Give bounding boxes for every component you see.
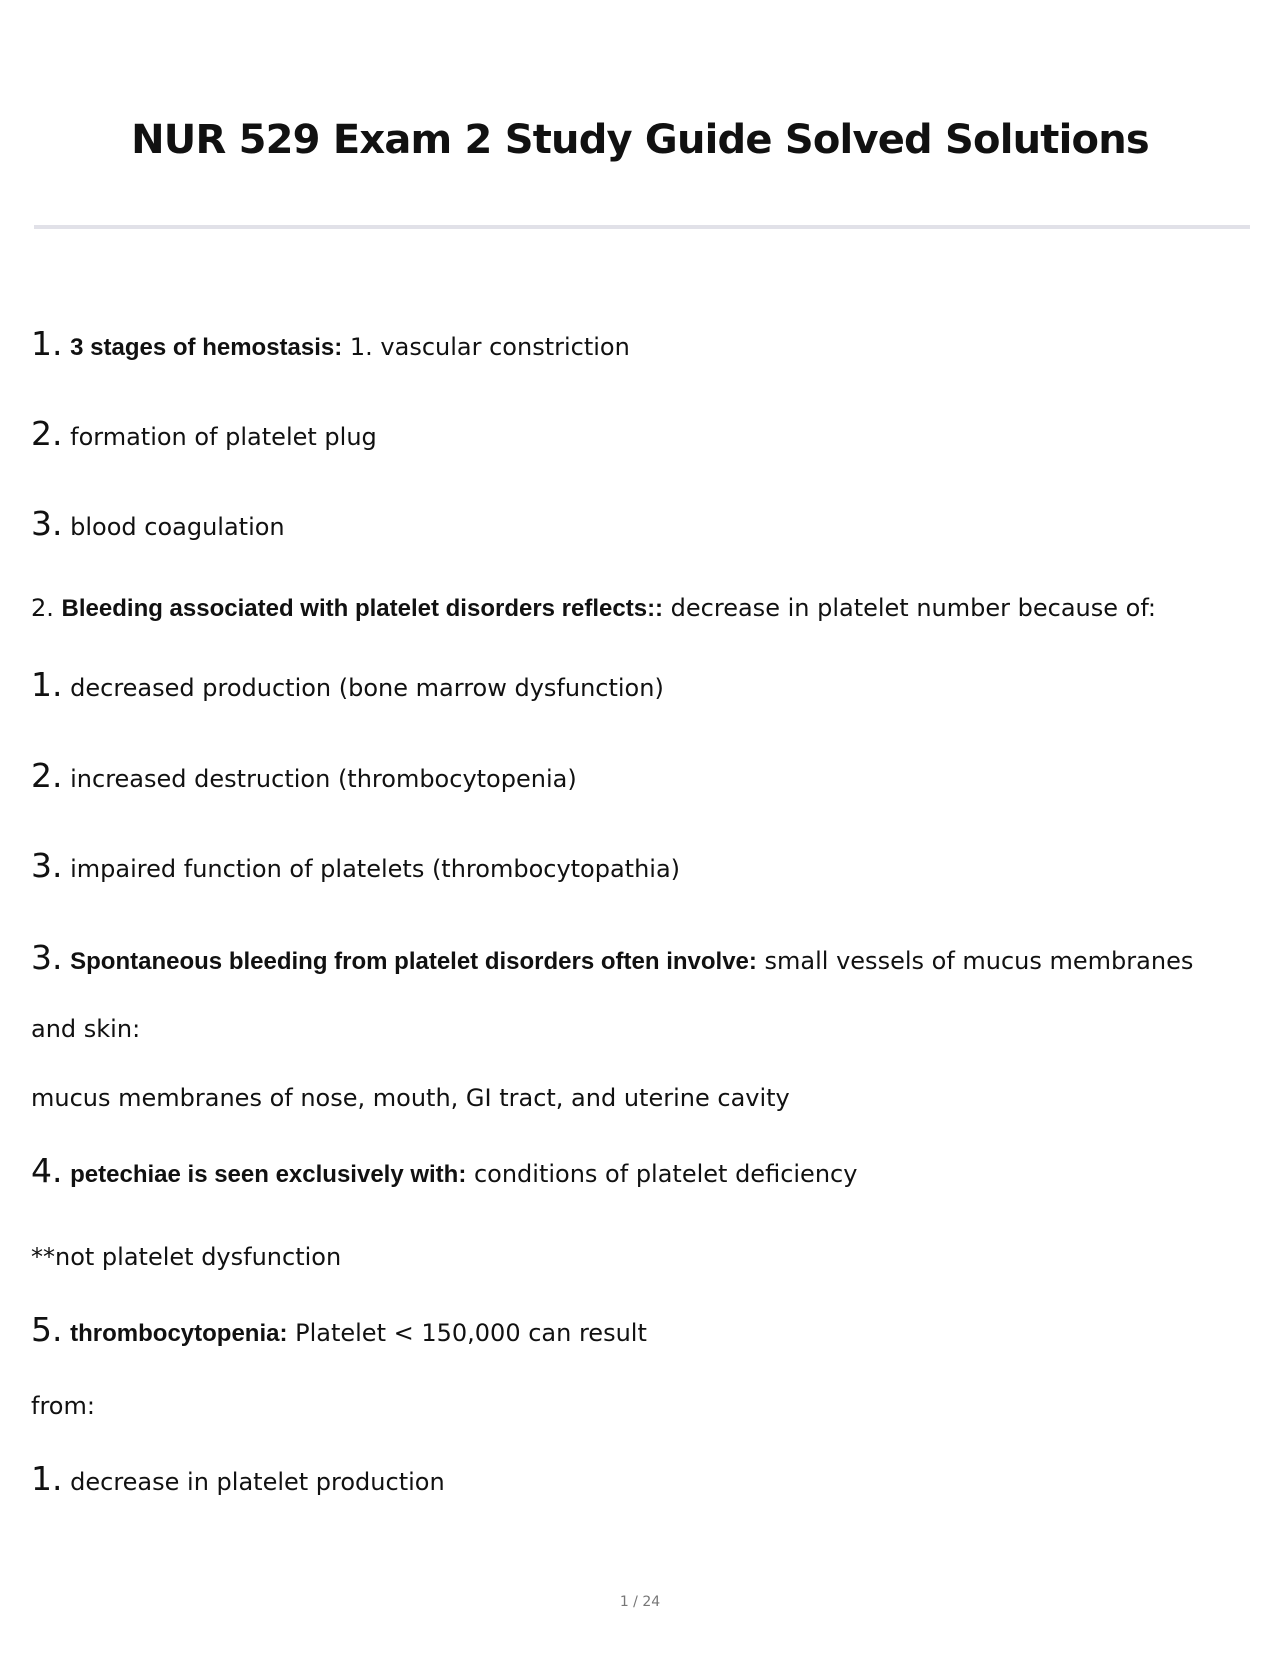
line-12 — [31, 1243, 341, 1272]
line-7 — [31, 846, 680, 886]
item-number: 3. — [31, 846, 63, 885]
line-4 — [31, 594, 1156, 624]
line-5 — [31, 665, 664, 705]
line-13 — [31, 1310, 647, 1350]
item-number: 2. — [31, 594, 54, 622]
line-1 — [31, 324, 630, 364]
question-text: 3 stages of hemostasis: — [70, 334, 343, 361]
item-number: 3. — [31, 504, 63, 543]
question-text: Bleeding associated with platelet disorders reflects:: — [61, 595, 664, 622]
page-number: 1 / 24 — [619, 1594, 661, 1610]
item-number: 1. — [31, 324, 63, 363]
line-8 — [31, 938, 1193, 978]
question-text: thrombocytopenia: — [70, 1320, 288, 1347]
answer-text: formation of platelet plug — [62, 423, 377, 451]
answer-text: from: — [31, 1392, 95, 1420]
line-14 — [31, 1392, 95, 1421]
item-number: 1. — [31, 1459, 63, 1498]
item-number: 3. — [31, 938, 63, 977]
answer-text: **not platelet dysfunction — [31, 1243, 342, 1271]
line-2 — [31, 414, 377, 454]
question-text: petechiae is seen exclusively with: — [70, 1161, 467, 1188]
answer-text: and skin: — [31, 1015, 141, 1043]
document-title: NUR 529 Exam 2 Study Guide Solved Solutions — [131, 117, 1149, 163]
line-9 — [31, 1015, 140, 1044]
line-11 — [31, 1151, 857, 1191]
answer-text: conditions of platelet deficiency — [466, 1160, 858, 1188]
line-10 — [31, 1084, 790, 1113]
answer-text: 1. vascular constriction — [342, 333, 630, 361]
line-15 — [31, 1459, 445, 1499]
item-number: 2. — [31, 414, 63, 453]
answer-text: decrease in platelet production — [62, 1468, 445, 1496]
title-divider — [34, 225, 1250, 229]
answer-text: blood coagulation — [62, 513, 285, 541]
item-number: 4. — [31, 1151, 63, 1190]
answer-text: decrease in platelet number because of: — [663, 594, 1157, 622]
item-number: 5. — [31, 1310, 63, 1349]
line-3 — [31, 504, 285, 544]
answer-text: mucus membranes of nose, mouth, GI tract, and uterine cavity — [31, 1084, 790, 1112]
line-6 — [31, 756, 577, 796]
answer-text: impaired function of platelets (thrombocytopathia) — [62, 855, 681, 883]
item-number: 1. — [31, 665, 63, 704]
answer-text: increased destruction (thrombocytopenia) — [62, 765, 577, 793]
question-text: Spontaneous bleeding from platelet disorders often involve: — [70, 948, 757, 975]
answer-text: decreased production (bone marrow dysfunction) — [62, 674, 664, 702]
item-number: 2. — [31, 756, 63, 795]
answer-text: Platelet < 150,000 can result — [287, 1319, 647, 1347]
answer-text: small vessels of mucus membranes — [756, 947, 1194, 975]
